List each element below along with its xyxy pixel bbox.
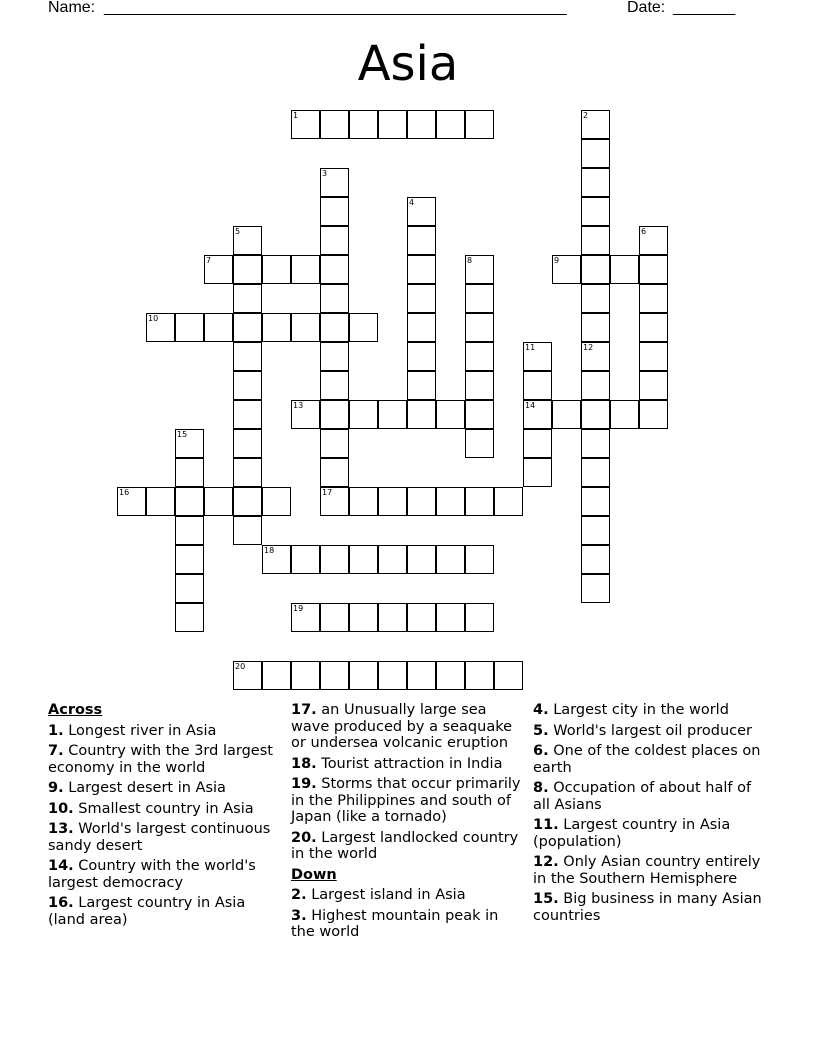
crossword-cell[interactable]	[204, 487, 233, 516]
clue-text: an Unusually large sea wave produced by a seaquake or undersea volcanic eruption	[291, 702, 513, 751]
clue-text: Largest island in Asia	[306, 887, 466, 903]
clue-number: 19.	[291, 776, 317, 792]
crossword-cell[interactable]	[175, 487, 204, 516]
crossword-cell[interactable]	[291, 313, 320, 342]
clue-item	[291, 776, 526, 826]
crossword-cell[interactable]	[233, 487, 262, 516]
crossword-cell[interactable]	[233, 458, 262, 487]
cell-number: 17	[322, 488, 333, 497]
crossword-cell[interactable]	[262, 487, 291, 516]
clue-text: Country with the world's largest democracy	[48, 858, 256, 891]
clue-item	[48, 801, 283, 818]
clue-number: 14.	[48, 858, 74, 874]
cell-number: 8	[467, 256, 473, 265]
crossword-cell[interactable]	[436, 487, 465, 516]
crossword-cell[interactable]	[581, 284, 610, 313]
crossword-cell[interactable]	[639, 284, 668, 313]
crossword-cell[interactable]	[581, 487, 610, 516]
cell-number: 18	[264, 546, 275, 555]
clue-item	[291, 908, 526, 941]
crossword-cell[interactable]	[639, 226, 668, 255]
clue-number: 3.	[291, 907, 307, 924]
crossword-cell[interactable]	[233, 400, 262, 429]
clue-item	[533, 891, 768, 924]
crossword-cell[interactable]	[581, 400, 610, 429]
cell-number: 14	[525, 401, 536, 410]
cell-number: 16	[119, 488, 130, 497]
cell-number: 6	[641, 227, 647, 236]
clue-item	[48, 895, 283, 928]
clue-item	[533, 702, 768, 719]
cell-number: 15	[177, 430, 188, 439]
crossword-cell[interactable]	[175, 458, 204, 487]
clue-number: 1.	[48, 722, 64, 739]
crossword-cell[interactable]	[494, 661, 523, 690]
clue-text: Smallest country in Asia	[73, 800, 254, 817]
crossword-cell[interactable]	[581, 371, 610, 400]
crossword-cell[interactable]	[581, 429, 610, 458]
crossword-cell[interactable]	[610, 400, 639, 429]
crossword-cell[interactable]	[320, 487, 349, 516]
crossword-cell[interactable]	[639, 342, 668, 371]
crossword-cell[interactable]	[523, 371, 552, 400]
clue-number: 18.	[291, 755, 317, 772]
crossword-cell[interactable]	[233, 342, 262, 371]
clue-text: One of the coldest places on earth	[533, 743, 761, 776]
crossword-cell[interactable]	[436, 110, 465, 139]
crossword-cell[interactable]	[320, 429, 349, 458]
crossword-cell[interactable]	[465, 487, 494, 516]
crossword-cell[interactable]	[320, 661, 349, 690]
crossword-cell[interactable]	[552, 255, 581, 284]
crossword-cell[interactable]	[581, 342, 610, 371]
clue-text: Largest desert in Asia	[63, 780, 226, 796]
clue-item	[533, 854, 768, 887]
crossword-cell[interactable]	[146, 487, 175, 516]
crossword-cell[interactable]	[407, 197, 436, 226]
crossword-cell[interactable]	[320, 603, 349, 632]
crossword-cell[interactable]	[378, 603, 407, 632]
crossword-cell[interactable]	[320, 458, 349, 487]
crossword-cell[interactable]	[320, 313, 349, 342]
cell-number: 9	[554, 256, 560, 265]
across-heading: Across	[48, 702, 103, 718]
clue-item	[48, 858, 283, 891]
crossword-cell[interactable]	[436, 603, 465, 632]
clue-column-3	[533, 702, 768, 928]
crossword-cell[interactable]	[465, 661, 494, 690]
crossword-cell[interactable]	[349, 487, 378, 516]
cell-number: 7	[206, 256, 212, 265]
clue-item	[291, 756, 526, 773]
crossword-cell[interactable]	[117, 487, 146, 516]
clue-text: Country with the 3rd largest economy in the world	[48, 743, 273, 776]
crossword-cell[interactable]	[175, 516, 204, 545]
crossword-cell[interactable]	[465, 545, 494, 574]
crossword-cell[interactable]	[320, 226, 349, 255]
crossword-cell[interactable]	[581, 574, 610, 603]
clue-number: 5.	[533, 722, 549, 739]
crossword-cell[interactable]	[349, 313, 378, 342]
crossword-cell[interactable]	[320, 284, 349, 313]
crossword-cell[interactable]	[349, 661, 378, 690]
crossword-cell[interactable]	[465, 255, 494, 284]
clue-text: Occupation of about half of all Asians	[533, 780, 752, 813]
clue-text: Highest mountain peak in the world	[291, 907, 499, 940]
crossword-cell[interactable]	[320, 545, 349, 574]
clue-text: World's largest oil producer	[548, 722, 753, 739]
cell-number: 12	[583, 343, 594, 352]
cell-number: 2	[583, 111, 589, 120]
crossword-cell[interactable]	[465, 284, 494, 313]
crossword-cell[interactable]	[436, 400, 465, 429]
crossword-cell[interactable]	[349, 110, 378, 139]
crossword-cell[interactable]	[320, 110, 349, 139]
crossword-cell[interactable]	[639, 400, 668, 429]
cell-number: 10	[148, 314, 159, 323]
crossword-cell[interactable]	[204, 313, 233, 342]
crossword-cell[interactable]	[146, 313, 175, 342]
crossword-cell[interactable]	[320, 168, 349, 197]
crossword-cell[interactable]	[523, 400, 552, 429]
clue-item	[533, 743, 768, 776]
cell-number: 1	[293, 111, 299, 120]
crossword-cell[interactable]	[291, 603, 320, 632]
crossword-cell[interactable]	[407, 313, 436, 342]
crossword-cell[interactable]	[465, 313, 494, 342]
crossword-cell[interactable]	[378, 400, 407, 429]
clue-item	[48, 821, 283, 854]
crossword-cell[interactable]	[523, 342, 552, 371]
clue-text: Largest country in Asia (land area)	[48, 895, 246, 928]
date-blank: _______	[673, 0, 736, 16]
cell-number: 20	[235, 662, 246, 671]
clue-number: 15.	[533, 891, 559, 907]
clue-number: 7.	[48, 743, 64, 759]
crossword-cell[interactable]	[610, 255, 639, 284]
clue-number: 20.	[291, 829, 317, 846]
crossword-cell[interactable]	[639, 313, 668, 342]
crossword-cell[interactable]	[465, 429, 494, 458]
crossword-cell[interactable]	[407, 226, 436, 255]
crossword-cell[interactable]	[291, 110, 320, 139]
name-blank: ____________________________________________________	[104, 0, 567, 16]
clue-number: 4.	[533, 702, 549, 718]
clue-item	[48, 780, 283, 797]
clue-number: 8.	[533, 780, 549, 796]
crossword-cell[interactable]	[581, 313, 610, 342]
crossword-cell[interactable]	[320, 342, 349, 371]
clue-text: Only Asian country entirely in the Southern Hemisphere	[533, 854, 761, 887]
crossword-cell[interactable]	[320, 197, 349, 226]
crossword-cell[interactable]	[407, 661, 436, 690]
crossword-cell[interactable]	[523, 429, 552, 458]
clue-text: Largest country in Asia (population)	[533, 817, 731, 850]
clue-column-2	[291, 702, 526, 945]
crossword-cell[interactable]	[523, 458, 552, 487]
crossword-cell[interactable]	[494, 487, 523, 516]
crossword-cell[interactable]	[407, 603, 436, 632]
crossword-cell[interactable]	[581, 197, 610, 226]
cell-number: 4	[409, 198, 415, 207]
crossword-cell[interactable]	[233, 226, 262, 255]
crossword-cell[interactable]	[581, 139, 610, 168]
clue-number: 2.	[291, 887, 307, 903]
crossword-cell[interactable]	[378, 661, 407, 690]
crossword-cell[interactable]	[233, 429, 262, 458]
crossword-cell[interactable]	[581, 545, 610, 574]
crossword-cell[interactable]	[262, 545, 291, 574]
crossword-cell[interactable]	[407, 284, 436, 313]
crossword-cell[interactable]	[175, 545, 204, 574]
crossword-cell[interactable]	[233, 313, 262, 342]
clue-text: Longest river in Asia	[63, 722, 217, 739]
crossword-cell[interactable]	[465, 400, 494, 429]
clue-text: Largest city in the world	[548, 702, 729, 718]
crossword-cell[interactable]	[581, 110, 610, 139]
crossword-cell[interactable]	[233, 284, 262, 313]
date-label: Date:	[627, 0, 666, 16]
crossword-cell[interactable]	[639, 371, 668, 400]
crossword-cell[interactable]	[349, 400, 378, 429]
clue-number: 13.	[48, 821, 74, 837]
cell-number: 5	[235, 227, 241, 236]
crossword-cell[interactable]	[407, 342, 436, 371]
clue-item	[48, 743, 283, 776]
clue-number: 16.	[48, 895, 74, 911]
crossword-cell[interactable]	[378, 545, 407, 574]
page-title: Asia	[357, 36, 459, 92]
cell-number: 19	[293, 604, 304, 613]
crossword-cell[interactable]	[233, 661, 262, 690]
cell-number: 13	[293, 401, 304, 410]
crossword-cell[interactable]	[552, 400, 581, 429]
clue-number: 6.	[533, 743, 549, 759]
crossword-cell[interactable]	[320, 400, 349, 429]
crossword-cell[interactable]	[378, 110, 407, 139]
crossword-cell[interactable]	[349, 603, 378, 632]
crossword-cell[interactable]	[291, 400, 320, 429]
clue-number: 12.	[533, 854, 559, 870]
crossword-cell[interactable]	[175, 429, 204, 458]
clue-item	[533, 780, 768, 813]
crossword-cell[interactable]	[407, 487, 436, 516]
clue-text: Storms that occur primarily in the Philippines and south of Japan (like a tornado)	[291, 776, 521, 825]
crossword-cell[interactable]	[407, 400, 436, 429]
crossword-cell[interactable]	[581, 226, 610, 255]
down-heading: Down	[291, 866, 337, 883]
clue-number: 9.	[48, 780, 64, 796]
crossword-cell[interactable]	[407, 371, 436, 400]
cell-number: 11	[525, 343, 536, 352]
crossword-cell[interactable]	[639, 255, 668, 284]
clue-number: 10.	[48, 800, 74, 817]
crossword-cell[interactable]	[291, 545, 320, 574]
crossword-cell[interactable]	[320, 371, 349, 400]
clue-item	[48, 723, 283, 740]
crossword-cell[interactable]	[262, 255, 291, 284]
crossword-cell[interactable]	[407, 110, 436, 139]
crossword-cell[interactable]	[233, 255, 262, 284]
crossword-cell[interactable]	[407, 545, 436, 574]
crossword-cell[interactable]	[436, 545, 465, 574]
crossword-cell[interactable]	[233, 516, 262, 545]
clue-text: Tourist attraction in India	[316, 755, 503, 772]
crossword-cell[interactable]	[291, 255, 320, 284]
crossword-cell[interactable]	[233, 371, 262, 400]
crossword-cell[interactable]	[262, 661, 291, 690]
crossword-cell[interactable]	[407, 255, 436, 284]
cell-number: 3	[322, 169, 328, 178]
clue-text: World's largest continuous sandy desert	[48, 821, 271, 854]
clue-item	[291, 702, 526, 752]
crossword-cell[interactable]	[581, 458, 610, 487]
clue-text: Big business in many Asian countries	[533, 891, 762, 924]
crossword-cell[interactable]	[175, 603, 204, 632]
crossword-cell[interactable]	[465, 110, 494, 139]
crossword-cell[interactable]	[436, 661, 465, 690]
crossword-cell[interactable]	[378, 487, 407, 516]
name-label: Name:	[48, 0, 96, 16]
crossword-cell[interactable]	[349, 545, 378, 574]
clue-number: 11.	[533, 817, 559, 833]
clue-text: Largest landlocked country in the world	[291, 829, 519, 862]
crossword-cell[interactable]	[581, 168, 610, 197]
crossword-cell[interactable]	[204, 255, 233, 284]
crossword-cell[interactable]	[175, 574, 204, 603]
crossword-cell[interactable]	[581, 255, 610, 284]
crossword-cell[interactable]	[465, 342, 494, 371]
crossword-cell[interactable]	[291, 661, 320, 690]
clue-item	[291, 887, 526, 904]
crossword-cell[interactable]	[175, 313, 204, 342]
clue-item	[533, 723, 768, 740]
crossword-cell[interactable]	[262, 313, 291, 342]
clue-item	[291, 830, 526, 863]
clue-number: 17.	[291, 702, 317, 718]
crossword-cell[interactable]	[465, 371, 494, 400]
clue-item	[533, 817, 768, 850]
crossword-cell[interactable]	[581, 516, 610, 545]
crossword-cell[interactable]	[465, 603, 494, 632]
clue-column-1	[48, 702, 283, 932]
crossword-cell[interactable]	[320, 255, 349, 284]
